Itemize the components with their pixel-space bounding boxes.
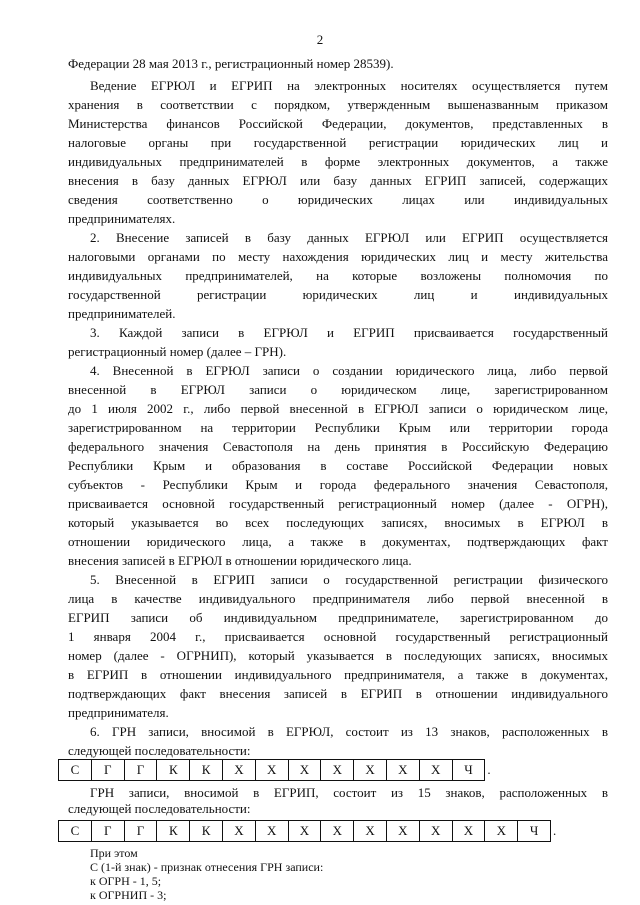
text-line: индивидуальных предпринимателей, на которые возложены полномочия по [68,268,608,283]
text-line: регистрационный номер (далее – ГРН). [68,344,287,359]
text-line: следующей последовательности: [68,743,251,758]
grn-format-cell: К [190,820,223,842]
grn-egrip-trail: . [552,823,557,838]
grn-egrul-trail: . [487,762,491,777]
text-line: Республики Крым и образования в составе Российской Федерации новых [68,458,608,473]
grn-format-cell: Х [321,820,354,842]
text-line: 6. ГРН записи, вносимой в ЕГРЮЛ, состоит из 13 знаков, расположенных в [90,724,608,739]
text-line: подтверждающих факт внесения записей в ЕГРИП в отношении индивидуального [68,686,608,701]
text-line: индивидуальных предпринимателей в форме электронных документов, а также [68,154,608,169]
text-line: 1 января 2004 г., присваивается основной государственный регистрационный [68,629,608,644]
grn-format-cell: Х [289,759,322,781]
grn-format-cell: Ч [518,820,551,842]
grn-format-cell: Х [387,759,420,781]
text-line: внесенной в ЕГРЮЛ записи о юридическом лице, зарегистрированном [68,382,608,397]
text-line: внесения записей в ЕГРЮЛ в отношении юридического лица. [68,553,412,568]
text-line: предпринимателях. [68,211,176,226]
text-line: Министерства финансов Российской Федерации, документов, представленных в [68,116,608,131]
grn-egrip-cell-grid [58,820,551,842]
grn-format-cell: Х [256,820,289,842]
grn-egrip-format-row [58,820,556,842]
text-line: 2. Внесение записей в базу данных ЕГРЮЛ или ЕГРИП осуществляется [90,230,608,245]
grn-format-cell: Х [453,820,486,842]
grn-format-cell: Х [354,759,387,781]
grn-format-cell: С [59,820,92,842]
text-line: Ведение ЕГРЮЛ и ЕГРИП на электронных носителях осуществляется путем [90,78,608,93]
text-line: ГРН записи, вносимой в ЕГРИП, состоит из 15 знаков, расположенных в [90,785,608,800]
text-line: 4. Внесенной в ЕГРЮЛ записи о создании юридического лица, либо первой [90,363,608,378]
text-line: зарегистрированном на территории Республики Крым или территории города [68,420,608,435]
text-line: государственной регистрации юридических лиц и индивидуальных [68,287,608,302]
grn-format-cell: Х [420,759,453,781]
grn-format-cell: Х [420,820,453,842]
text-line: присваивается основной государственный регистрационный номер (далее - ОГРН), [68,496,608,511]
text-line: 5. Внесенной в ЕГРИП записи о государственной регистрации физического [90,572,608,587]
text-line: который указывается во всех последующих записях, вносимых в ЕГРЮЛ в [68,515,608,530]
text-line: предпринимателя. [68,705,169,720]
grn-egrul-format-row [58,759,491,781]
grn-format-cell: Х [223,759,256,781]
text-line: 3. Каждой записи в ЕГРЮЛ и ЕГРИП присваивается государственный [90,325,608,340]
text-line: налоговыми органами по месту нахождения юридических лиц и месту жительства [68,249,608,264]
text-line: субъектов - Республики Крым и города федерального значения Севастополя, [68,477,608,492]
grn-format-cell: К [157,820,190,842]
page-number: 2 [316,32,324,47]
text-line: федерального значения Севастополя на день принятия в Российскую Федерацию [68,439,608,454]
text-line: предпринимателей. [68,306,176,321]
text-line: следующей последовательности: [68,801,251,816]
text-line: к ОГРНИП - 3; [90,888,167,902]
text-line: При этом [90,846,138,860]
grn-format-cell: Х [289,820,322,842]
text-line: С (1-й знак) - признак отнесения ГРН записи: [90,860,324,874]
text-line: внесения в базу данных ЕГРЮЛ или базу данных ЕГРИП записей, содержащих [68,173,608,188]
grn-format-cell: Х [485,820,518,842]
grn-format-cell: С [59,759,92,781]
grn-format-cell: Х [321,759,354,781]
text-line: в ЕГРИП в отношении индивидуального предпринимателя, а также в документах, [68,667,608,682]
grn-format-cell: Ч [453,759,486,781]
text-line: до 1 июля 2002 г., либо первой внесенной в ЕГРЮЛ записи о юридическом лице, [68,401,608,416]
grn-format-cell: К [157,759,190,781]
text-line: хранения в соответствии с порядком, утвержденным вышеназванным приказом [68,97,608,112]
grn-format-cell: Х [256,759,289,781]
text-line: Федерации 28 мая 2013 г., регистрационный номер 28539). [68,56,394,71]
grn-format-cell: К [190,759,223,781]
grn-format-cell: Г [125,820,158,842]
text-line: отношении юридического лица, а также в документах, подтверждающих факт [68,534,608,549]
text-line: сведения соответственно о юридических лицах или индивидуальных [68,192,608,207]
grn-format-cell: Х [354,820,387,842]
grn-format-cell: Г [92,759,125,781]
text-line: к ОГРН - 1, 5; [90,874,162,888]
text-line: ЕГРИП записи об индивидуальном предпринимателе, зарегистрированном до [68,610,608,625]
grn-format-cell: Х [223,820,256,842]
grn-format-cell: Г [92,820,125,842]
grn-format-cell: Х [387,820,420,842]
text-line: налоговые органы при государственной регистрации юридических лиц и [68,135,608,150]
text-line: номер (далее - ОГРНИП), который указывается в последующих записях, вносимых [68,648,608,663]
text-line: лица в качестве индивидуального предпринимателя либо первой внесенной в [68,591,608,606]
grn-egrul-cell-grid [58,759,485,781]
grn-format-cell: Г [125,759,158,781]
